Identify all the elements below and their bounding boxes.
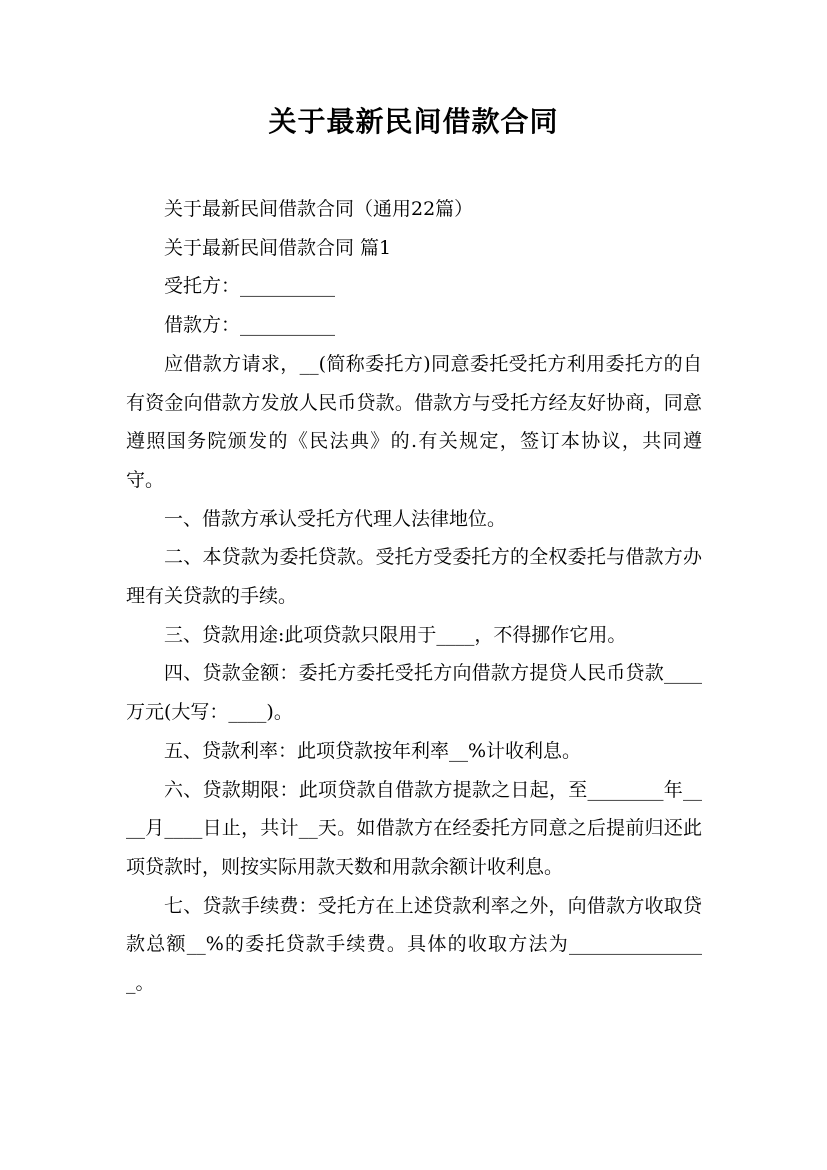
paragraph-clause-5: 五、贷款利率：此项贷款按年利率__%计收利息。 [164,739,582,762]
document-body [126,190,702,1003]
paragraph-clause-1: 一、借款方承认受托方代理人法律地位。 [164,507,507,530]
paragraph-clause-2: 二、本贷款为委托贷款。受托方受委托方的全权委托与借款方办理有关贷款的手续。 [126,546,702,608]
paragraph-borrower: 借款方：__________ [164,314,336,337]
paragraph-trustee: 受托方：__________ [164,275,336,298]
document-title: 关于最新民间借款合同 [268,105,559,138]
paragraph-clause-3: 三、贷款用途:此项贷款只限用于____，不得挪作它用。 [164,623,627,646]
paragraph-subtitle: 关于最新民间借款合同（通用22篇） [164,198,474,220]
paragraph-chapter-heading: 关于最新民间借款合同 篇1 [164,236,392,259]
paragraph-clause-7: 七、贷款手续费：受托方在上述贷款利率之外，向借款方收取贷款总额__%的委托贷款手续费。具体的收取方法为_______________。 [126,894,702,995]
paragraph-preamble: 应借款方请求，__(简称委托方)同意委托受托方利用委托方的自有资金向借款方发放人民币贷款。借款方与受托方经友好协商，同意遵照国务院颁发的《民法典》的.有关规定，签订本协议，共同遵守。 [126,352,702,491]
paragraph-clause-6: 六、贷款期限：此项贷款自借款方提款之日起，至________年____月____日止，共计__天。如借款方在经委托方同意之后提前归还此项贷款时，则按实际用款天数和用款余额计收利息。 [126,778,702,878]
paragraph-clause-4: 四、贷款金额：委托方委托受托方向借款方提贷人民币贷款____万元(大写：____)。 [126,662,702,724]
